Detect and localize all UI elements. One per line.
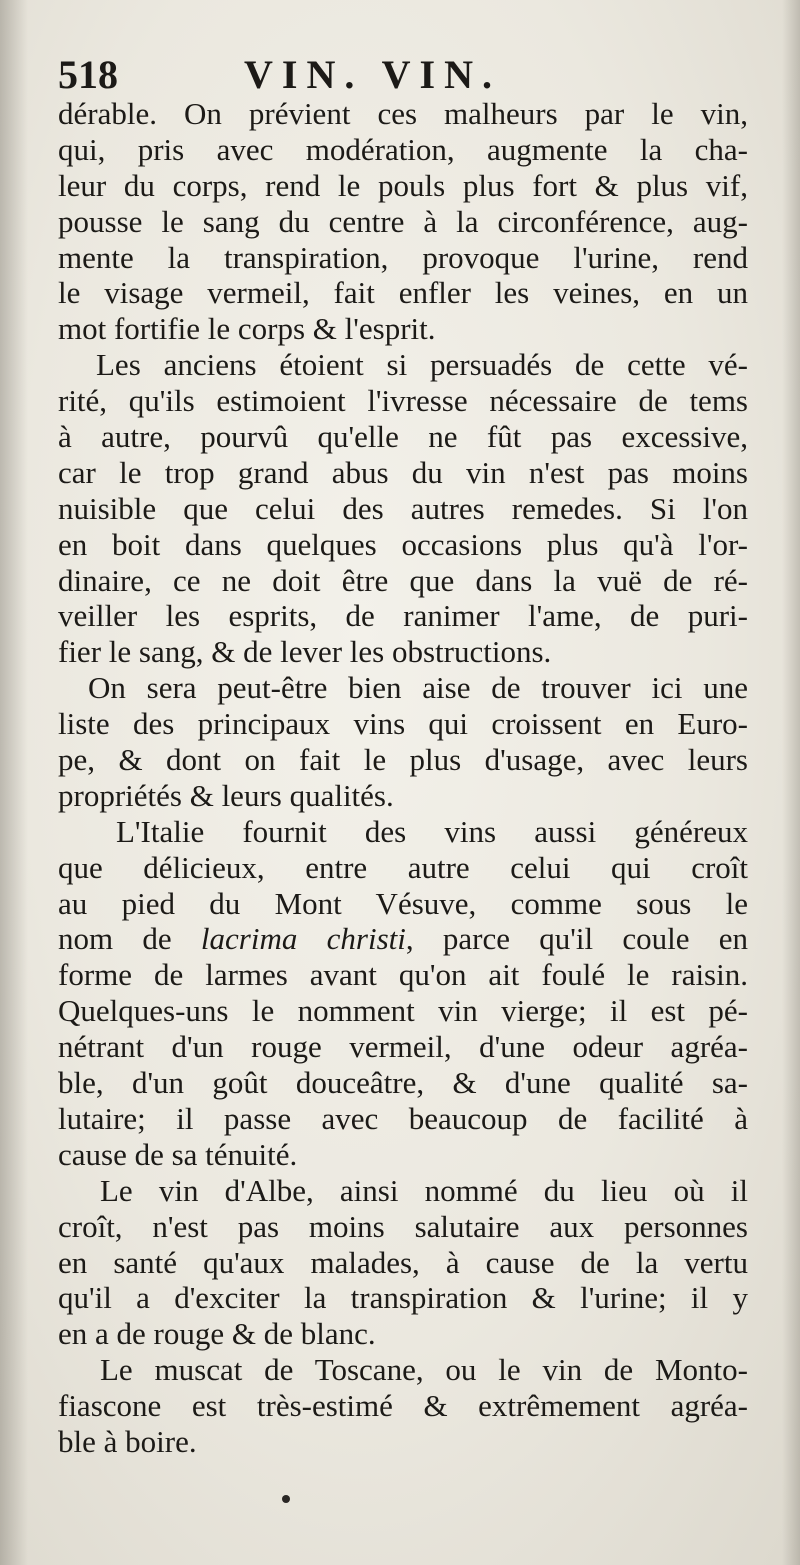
text-line: dérable. On prévient ces malheurs par le vin, — [58, 96, 748, 131]
text-line: croît, n'est pas moins salutaire aux personnes — [58, 1208, 748, 1244]
text-line: liste des principaux vins qui croissent en Euro- — [58, 706, 748, 742]
text-line: en a de rouge & de blanc. — [58, 1316, 376, 1352]
text-line: en boit dans quelques occasions plus qu'à l'or- — [58, 526, 748, 562]
text-line: L'Italie fournit des vins aussi généreux — [116, 813, 748, 849]
text-line: veiller les esprits, de ranimer l'ame, de puri- — [58, 598, 748, 634]
text-line: en santé qu'aux malades, à cause de la vertu — [58, 1244, 748, 1280]
text-line: nétrant d'un rouge vermeil, d'une odeur agréa- — [58, 1029, 748, 1065]
text-line: fier le sang, & de lever les obstructions. — [58, 634, 552, 670]
text-line: ble, d'un goût douceâtre, & d'une qualité sa- — [58, 1065, 748, 1101]
text-line: rité, qu'ils estimoient l'ivresse nécessaire de tems — [58, 383, 748, 419]
text-line: que délicieux, entre autre celui qui croît — [58, 849, 748, 885]
page-edge-shadow-left — [0, 0, 28, 1565]
text-line: nuisible que celui des autres remedes. Si l'on — [58, 490, 748, 526]
page-number: 518 — [58, 52, 118, 97]
ink-dot — [282, 1495, 290, 1503]
text-line: mot fortifie le corps & l'esprit. — [58, 311, 436, 347]
text-line: le visage vermeil, fait enfler les veines, en un — [58, 275, 748, 311]
running-head: VIN. VIN. — [244, 52, 501, 97]
page-header — [58, 50, 748, 100]
text-line: Le muscat de Toscane, ou le vin de Monto- — [100, 1352, 748, 1388]
text-line: Les anciens étoient si persuadés de cette vé- — [96, 347, 748, 383]
text-line: forme de larmes avant qu'on ait foulé le raisin. — [58, 957, 748, 993]
text-line: cause de sa ténuité. — [58, 1136, 298, 1172]
text-line: dinaire, ce ne doit être que dans la vuë de ré- — [58, 562, 748, 598]
text-line: propriétés & leurs qualités. — [58, 777, 394, 813]
text-line: ble à boire. — [58, 1423, 197, 1459]
text-line: mente la transpiration, provoque l'urine, rend — [58, 239, 748, 275]
page-edge-shadow-right — [782, 0, 800, 1565]
text-line: Le vin d'Albe, ainsi nommé du lieu où il — [100, 1172, 748, 1208]
text-line: Quelques-uns le nomment vin vierge; il est pé- — [58, 993, 748, 1029]
text-line: qu'il a d'exciter la transpiration & l'urine; il y — [58, 1280, 748, 1316]
text-line: à autre, pourvû qu'elle ne fût pas excessive, — [58, 419, 748, 455]
text-line: pousse le sang du centre à la circonférence, aug- — [58, 203, 748, 239]
text-line: qui, pris avec modération, augmente la cha- — [58, 131, 748, 167]
text-line: leur du corps, rend le pouls plus fort & plus vif, — [58, 167, 748, 203]
text-line: au pied du Mont Vésuve, comme sous le — [58, 885, 748, 921]
text-segment: nom de — [58, 921, 201, 957]
body-text — [58, 96, 748, 1460]
text-line: lutaire; il passe avec beaucoup de facilité à — [58, 1100, 748, 1136]
text-line: pe, & dont on fait le plus d'usage, avec leurs — [58, 742, 748, 778]
italic-term: lacrima christi — [200, 921, 406, 957]
text-segment: , parce qu'il coule en — [405, 921, 748, 957]
text-line-mixed — [58, 921, 748, 957]
text-line: fiascone est très-estimé & extrêmement agréa- — [58, 1388, 748, 1424]
text-line: On sera peut-être bien aise de trouver ici une — [88, 670, 748, 706]
text-line: car le trop grand abus du vin n'est pas moins — [58, 454, 748, 490]
